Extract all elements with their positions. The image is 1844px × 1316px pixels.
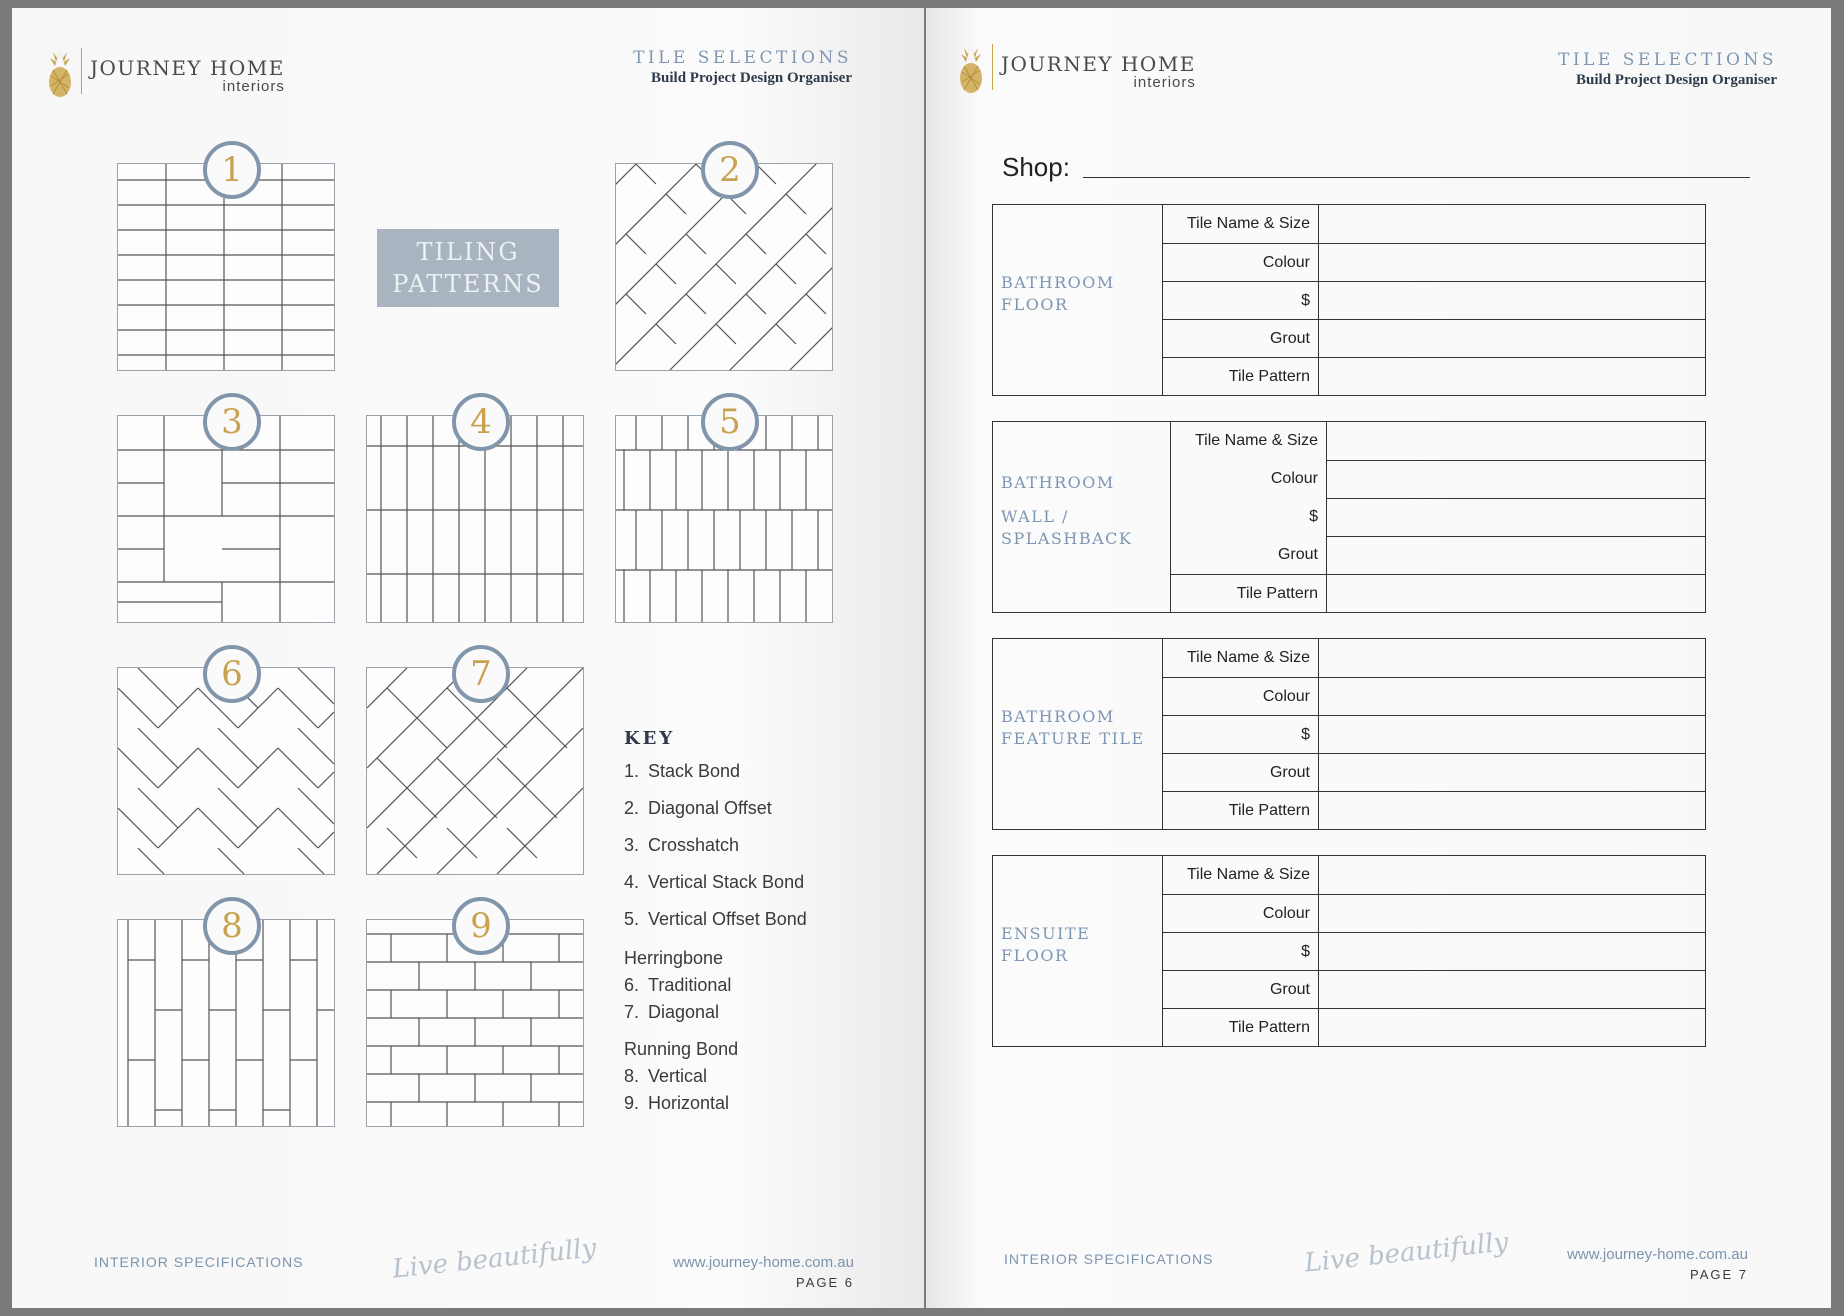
selection-block-bathroom-wall	[992, 421, 1706, 613]
row-grout: Grout	[1163, 319, 1705, 358]
banner-line: PATTERNS	[392, 270, 544, 298]
block-label: BATHROOM FEATURE TILE	[1001, 707, 1145, 748]
footer-label: INTERIOR SPECIFICATIONS	[94, 1254, 304, 1270]
row-colour: Colour	[1171, 460, 1705, 498]
header-subtitle: Build Project Design Organiser	[651, 70, 852, 86]
key-item: 4. Vertical Stack Bond	[624, 872, 805, 892]
tile-number-badge: 7	[452, 645, 510, 703]
tile-number-badge: 9	[452, 897, 510, 955]
block-label: BATHROOM WALL / SPLASHBACK	[1001, 473, 1133, 548]
key-group-running-bond	[624, 1039, 807, 1120]
field-input[interactable]	[1318, 320, 1705, 358]
row-colour: Colour	[1163, 677, 1705, 716]
field-input[interactable]	[1318, 205, 1705, 243]
row-grout: Grout	[1171, 536, 1705, 574]
field-input[interactable]	[1326, 536, 1705, 574]
field-input[interactable]	[1326, 460, 1705, 498]
brand-logo	[956, 42, 1196, 94]
field-input[interactable]	[1318, 933, 1705, 971]
pineapple-icon	[45, 46, 75, 98]
block-rows	[1162, 639, 1705, 829]
tile-number-badge: 6	[203, 645, 261, 703]
row-tile-name: Tile Name & Size	[1163, 639, 1705, 677]
row-tile-name: Tile Name & Size	[1171, 422, 1705, 460]
brand-sub: interiors	[222, 78, 285, 95]
footer-right	[673, 1254, 854, 1290]
key-group-title: Running Bond	[624, 1039, 739, 1059]
row-colour: Colour	[1163, 243, 1705, 282]
selection-block-bathroom-feature	[992, 638, 1706, 830]
block-rows	[1162, 856, 1705, 1046]
row-tile-pattern: Tile Pattern	[1163, 357, 1705, 396]
block-label: BATHROOM FLOOR	[1001, 273, 1115, 314]
field-input[interactable]	[1318, 639, 1705, 677]
row-price: $	[1163, 281, 1705, 320]
footer-right	[1567, 1246, 1748, 1282]
pineapple-icon	[956, 42, 986, 94]
key-item: 9. Horizontal	[624, 1093, 730, 1113]
shop-label: Shop:	[1002, 152, 1070, 182]
row-tile-pattern: Tile Pattern	[1171, 574, 1705, 613]
row-tile-name: Tile Name & Size	[1163, 205, 1705, 243]
field-input[interactable]	[1318, 716, 1705, 754]
key-item: 5. Vertical Offset Bond	[624, 909, 807, 929]
tiling-patterns-banner	[377, 229, 559, 307]
header-subtitle: Build Project Design Organiser	[1576, 72, 1777, 88]
brand-logo	[45, 46, 285, 98]
key-item: 3. Crosshatch	[624, 835, 740, 855]
field-input[interactable]	[1326, 498, 1705, 536]
shop-input-line[interactable]	[1083, 177, 1750, 178]
row-price: $	[1163, 932, 1705, 971]
field-input[interactable]	[1318, 282, 1705, 320]
field-input[interactable]	[1318, 244, 1705, 282]
key-item: 7. Diagonal	[624, 1002, 720, 1022]
field-input[interactable]	[1318, 895, 1705, 933]
key-item: 2. Diagonal Offset	[624, 798, 772, 818]
tile-number-badge: 2	[701, 141, 759, 199]
key-group-herringbone	[624, 948, 807, 1029]
field-input[interactable]	[1318, 1009, 1705, 1047]
field-input[interactable]	[1326, 422, 1705, 460]
block-label: ENSUITE FLOOR	[1001, 924, 1091, 965]
tile-number-badge: 3	[203, 393, 261, 451]
key-item: 1. Stack Bond	[624, 761, 741, 781]
left-page	[12, 8, 924, 1308]
selection-block-ensuite-floor	[992, 855, 1706, 1047]
footer-script: Live beautifully	[390, 1233, 598, 1285]
selection-block-bathroom-floor	[992, 204, 1706, 396]
page-header	[1558, 50, 1777, 89]
row-grout: Grout	[1163, 753, 1705, 792]
header-title: TILE SELECTIONS	[1558, 50, 1777, 70]
row-colour: Colour	[1163, 894, 1705, 933]
tile-number-badge: 4	[452, 393, 510, 451]
page-header	[633, 48, 852, 87]
header-title: TILE SELECTIONS	[633, 48, 852, 68]
field-input[interactable]	[1318, 856, 1705, 894]
key-item: 6. Traditional	[624, 975, 732, 995]
field-input[interactable]	[1318, 754, 1705, 792]
field-input[interactable]	[1318, 971, 1705, 1009]
row-price: $	[1163, 715, 1705, 754]
key-item: 8. Vertical	[624, 1066, 708, 1086]
row-tile-pattern: Tile Pattern	[1163, 791, 1705, 830]
field-input[interactable]	[1326, 575, 1705, 613]
tile-number-badge: 1	[203, 141, 261, 199]
footer-url[interactable]: www.journey-home.com.au	[673, 1254, 854, 1271]
tile-number-badge: 8	[203, 897, 261, 955]
brand-name: JOURNEY HOME	[90, 56, 285, 80]
key-title: KEY	[624, 728, 676, 749]
footer-url[interactable]: www.journey-home.com.au	[1567, 1246, 1748, 1263]
row-tile-pattern: Tile Pattern	[1163, 1008, 1705, 1047]
field-input[interactable]	[1318, 358, 1705, 396]
page-number: PAGE 7	[1689, 1267, 1748, 1282]
tile-number-badge: 5	[701, 393, 759, 451]
row-price: $	[1171, 498, 1705, 536]
row-tile-name: Tile Name & Size	[1163, 856, 1705, 894]
key-group-title: Herringbone	[624, 948, 724, 968]
row-grout: Grout	[1163, 970, 1705, 1009]
pattern-key	[624, 728, 807, 1120]
block-rows	[1170, 422, 1705, 612]
banner-line: TILING	[416, 238, 520, 266]
brand-sub: interiors	[1133, 74, 1196, 91]
field-input[interactable]	[1318, 792, 1705, 830]
footer-label: INTERIOR SPECIFICATIONS	[1004, 1251, 1214, 1267]
footer-script: Live beautifully	[1302, 1227, 1510, 1279]
brand-name: JOURNEY HOME	[1001, 52, 1196, 76]
field-input[interactable]	[1318, 678, 1705, 716]
block-rows	[1162, 205, 1705, 395]
page-number: PAGE 6	[795, 1275, 854, 1290]
